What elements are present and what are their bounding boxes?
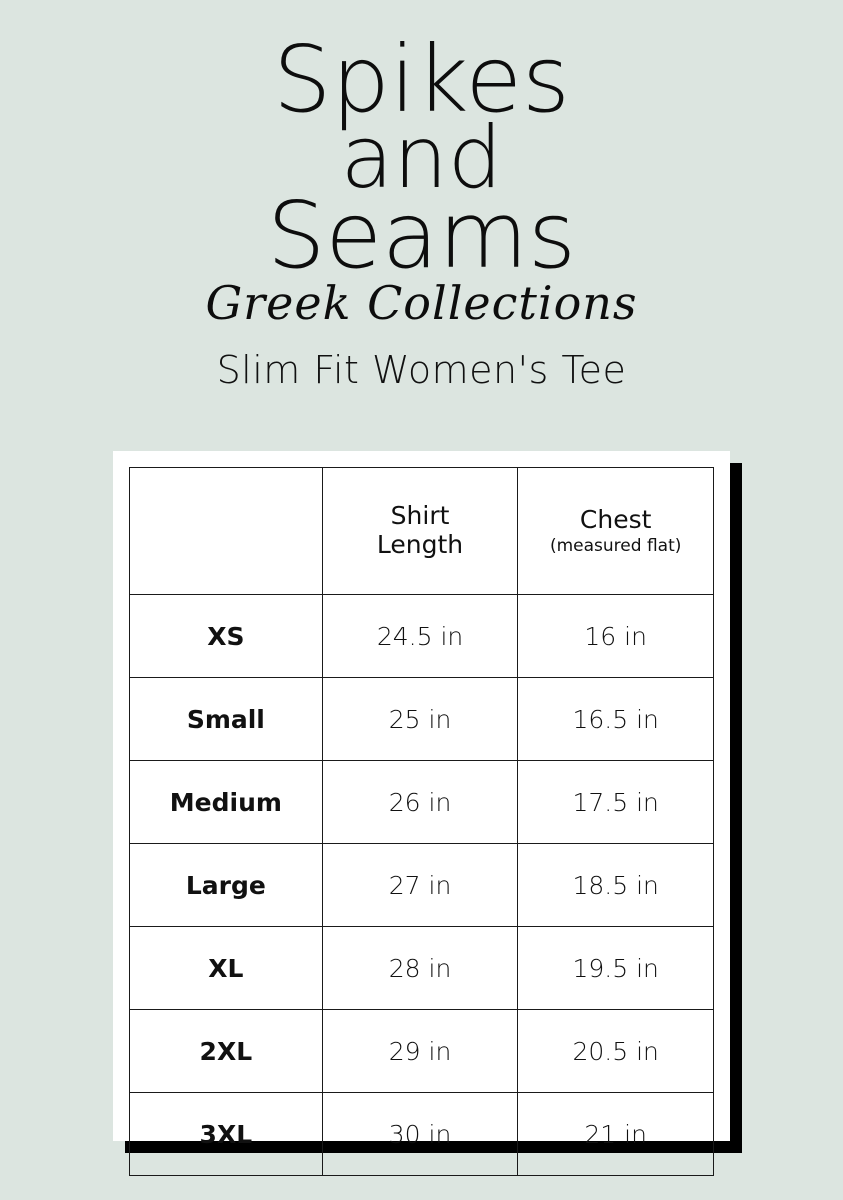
- size-table-card: [113, 451, 730, 1149]
- cell-chest: 21 in: [518, 1093, 714, 1176]
- cell-length: 29 in: [322, 1010, 518, 1093]
- cell-chest: 16.5 in: [518, 678, 714, 761]
- table-row: [130, 678, 714, 761]
- column-header-chest: [518, 468, 714, 595]
- brand-name-line-2: and: [340, 107, 503, 208]
- table-row: [130, 844, 714, 927]
- cell-size: XL: [130, 927, 323, 1010]
- brand-name-line-1: Spikes: [273, 26, 570, 133]
- cell-size: Medium: [130, 761, 323, 844]
- chest-label: Chest: [579, 504, 652, 534]
- column-header-shirt-length: [322, 468, 518, 595]
- column-header-size: [130, 468, 323, 595]
- size-table-container: [113, 451, 730, 1149]
- cell-length: 27 in: [322, 844, 518, 927]
- cell-length: 30 in: [322, 1093, 518, 1176]
- table-header: [130, 468, 714, 595]
- table-row: [130, 1010, 714, 1093]
- table-header-row: [130, 468, 714, 595]
- cell-chest: 20.5 in: [518, 1010, 714, 1093]
- cell-length: 24.5 in: [322, 595, 518, 678]
- cell-length: 25 in: [322, 678, 518, 761]
- brand-header: [0, 0, 843, 392]
- shirt-length-line-1: Shirt: [390, 501, 450, 531]
- table-row: [130, 761, 714, 844]
- page-title: Slim Fit Women's Tee: [216, 348, 627, 393]
- shirt-length-line-2: Length: [376, 530, 464, 559]
- table-row: [130, 595, 714, 678]
- chest-measure-note: (measured flat): [549, 535, 682, 556]
- cell-size: Large: [130, 844, 323, 927]
- table-body: [130, 595, 714, 1176]
- table-row: [130, 927, 714, 1010]
- brand-name-line-3: Seams: [267, 181, 576, 289]
- cell-chest: 16 in: [518, 595, 714, 678]
- brand-tagline: Greek Collections: [205, 276, 638, 331]
- table-row: [130, 1093, 714, 1176]
- size-chart-table: [129, 467, 714, 1176]
- cell-length: 26 in: [322, 761, 518, 844]
- cell-chest: 18.5 in: [518, 844, 714, 927]
- cell-size: 3XL: [130, 1093, 323, 1176]
- cell-size: 2XL: [130, 1010, 323, 1093]
- cell-size: Small: [130, 678, 323, 761]
- cell-chest: 19.5 in: [518, 927, 714, 1010]
- cell-chest: 17.5 in: [518, 761, 714, 844]
- cell-length: 28 in: [322, 927, 518, 1010]
- cell-size: XS: [130, 595, 323, 678]
